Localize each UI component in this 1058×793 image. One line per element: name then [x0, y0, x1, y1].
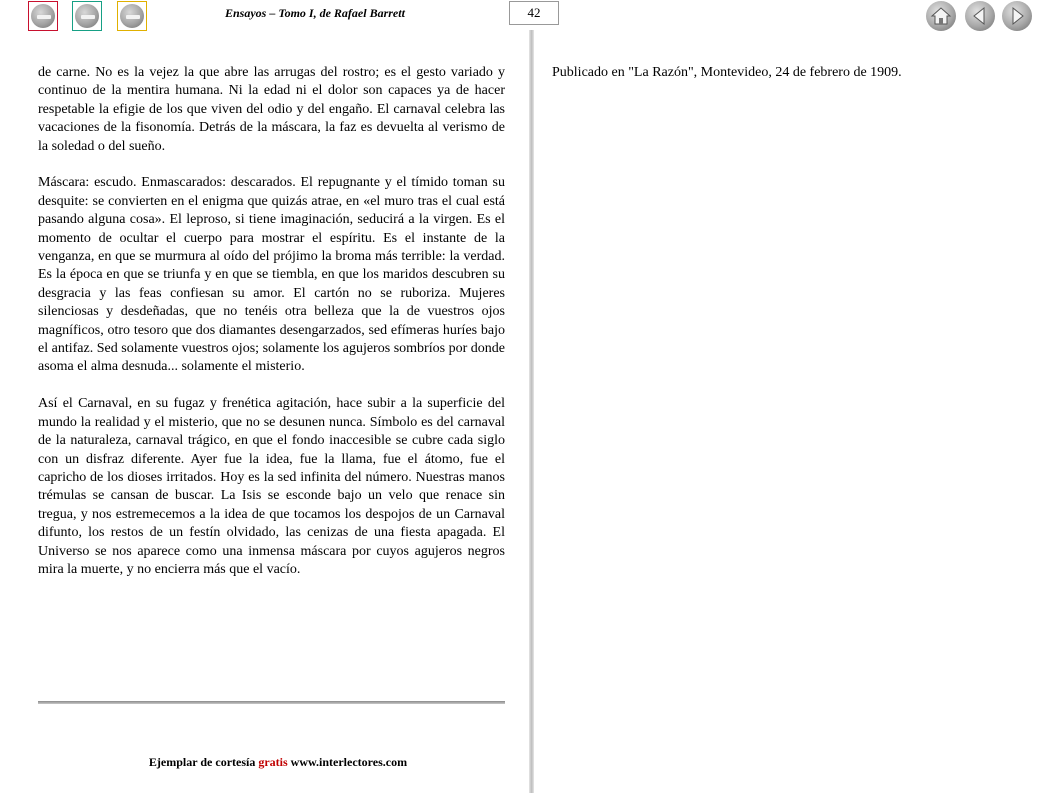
next-page-icon: [1002, 1, 1032, 31]
footer-rule: [38, 701, 505, 704]
home-button[interactable]: [926, 1, 956, 31]
main-text: [38, 64, 505, 598]
minus-bar: [37, 15, 51, 19]
previous-page-button[interactable]: [965, 1, 995, 31]
home-icon: [926, 1, 956, 31]
footer-gratis: gratis: [258, 755, 288, 769]
page-divider: [529, 30, 534, 793]
zoom-out-button-red[interactable]: [28, 1, 58, 31]
paragraph-3: Así el Carnaval, en su fugaz y frenética agitación, hace subir a la superficie del mundo la realidad y el misterio, que no se desunen nunca. Símbolo es del carnaval de la naturaleza, carnaval trágico, en que el fondo inaccesible se cubre cada siglo con un disfraz diferente. Ayer fue la idea, fue la llama, fue el átomo, fue el capricho de los dioses irritados. Hoy es la sed infinita del número. Nuestras manos trémulas se cansan de buscar. La Isis se esconde bajo un velo que renace sin tregua, y nos estremecemos a la idea de que tocamos los despojos de un Carnaval difunto, los restos de un festín olvidado, las cenizas de una fiesta apagada. El Universo se nos aparece como una inmensa máscara por cuyos agujeros negros mira la muerte, y no encierra más que el vacío.: [38, 396, 505, 577]
minus-bar: [126, 15, 140, 19]
previous-page-icon: [965, 1, 995, 31]
next-page-button[interactable]: [1002, 1, 1032, 31]
zoom-out-button-green[interactable]: [72, 1, 102, 31]
footer-url[interactable]: www.interlectores.com: [290, 755, 408, 769]
footer: [38, 755, 518, 770]
book-title: Ensayos – Tomo I, de Rafael Barrett: [225, 6, 405, 20]
footer-prefix: Ejemplar de cortesía: [148, 755, 259, 769]
zoom-out-button-yellow[interactable]: [117, 1, 147, 31]
paragraph-2: Máscara: escudo. Enmascarados: descarados. El repugnante y el tímido toman su desquite: se convierten en el enigma que quizás atrae, en «el muro tras el cual está pasando alguna cosa». El leproso, si tiene imaginación, seducirá a la virgen. Es el momento de ocultar el cuerpo para mostrar el espíritu. Es el instante de la venganza, en que se murmura al oído del prójimo la broma más terrible: la verdad. Es la época en que se triunfa y en que se tiembla, en que los maridos descubren su desgracia y las feas confiesan su amor. El cartón no se ruboriza. Mujeres silenciosas y desdeñadas, que no tenéis otra belleza que la de vuestros ojos magníficos, otro tesoro que dos diamantes desengarzados, sed efímeras huríes bajo el antifaz. Sed solamente vuestros ojos; solamente los agujeros sombríos por donde asoma el alma desnuda... solamente el misterio.: [38, 175, 505, 375]
page-number: 42: [509, 1, 559, 25]
paragraph-1: de carne. No es la vejez la que abre las arrugas del rostro; es el gesto variado y continuo de la mentira humana. Ni la edad ni el dolor son capaces ya de hacer respetable la efigie de los que viven del odio y del engaño. El carnaval celebra las vacaciones de la fisonomía. Detrás de la máscara, la faz es devuelta al verismo de la soledad o del sueño.: [38, 65, 505, 154]
publication-note: Publicado en "La Razón", Montevideo, 24 de febrero de 1909.: [552, 65, 902, 80]
minus-bar: [81, 15, 95, 19]
